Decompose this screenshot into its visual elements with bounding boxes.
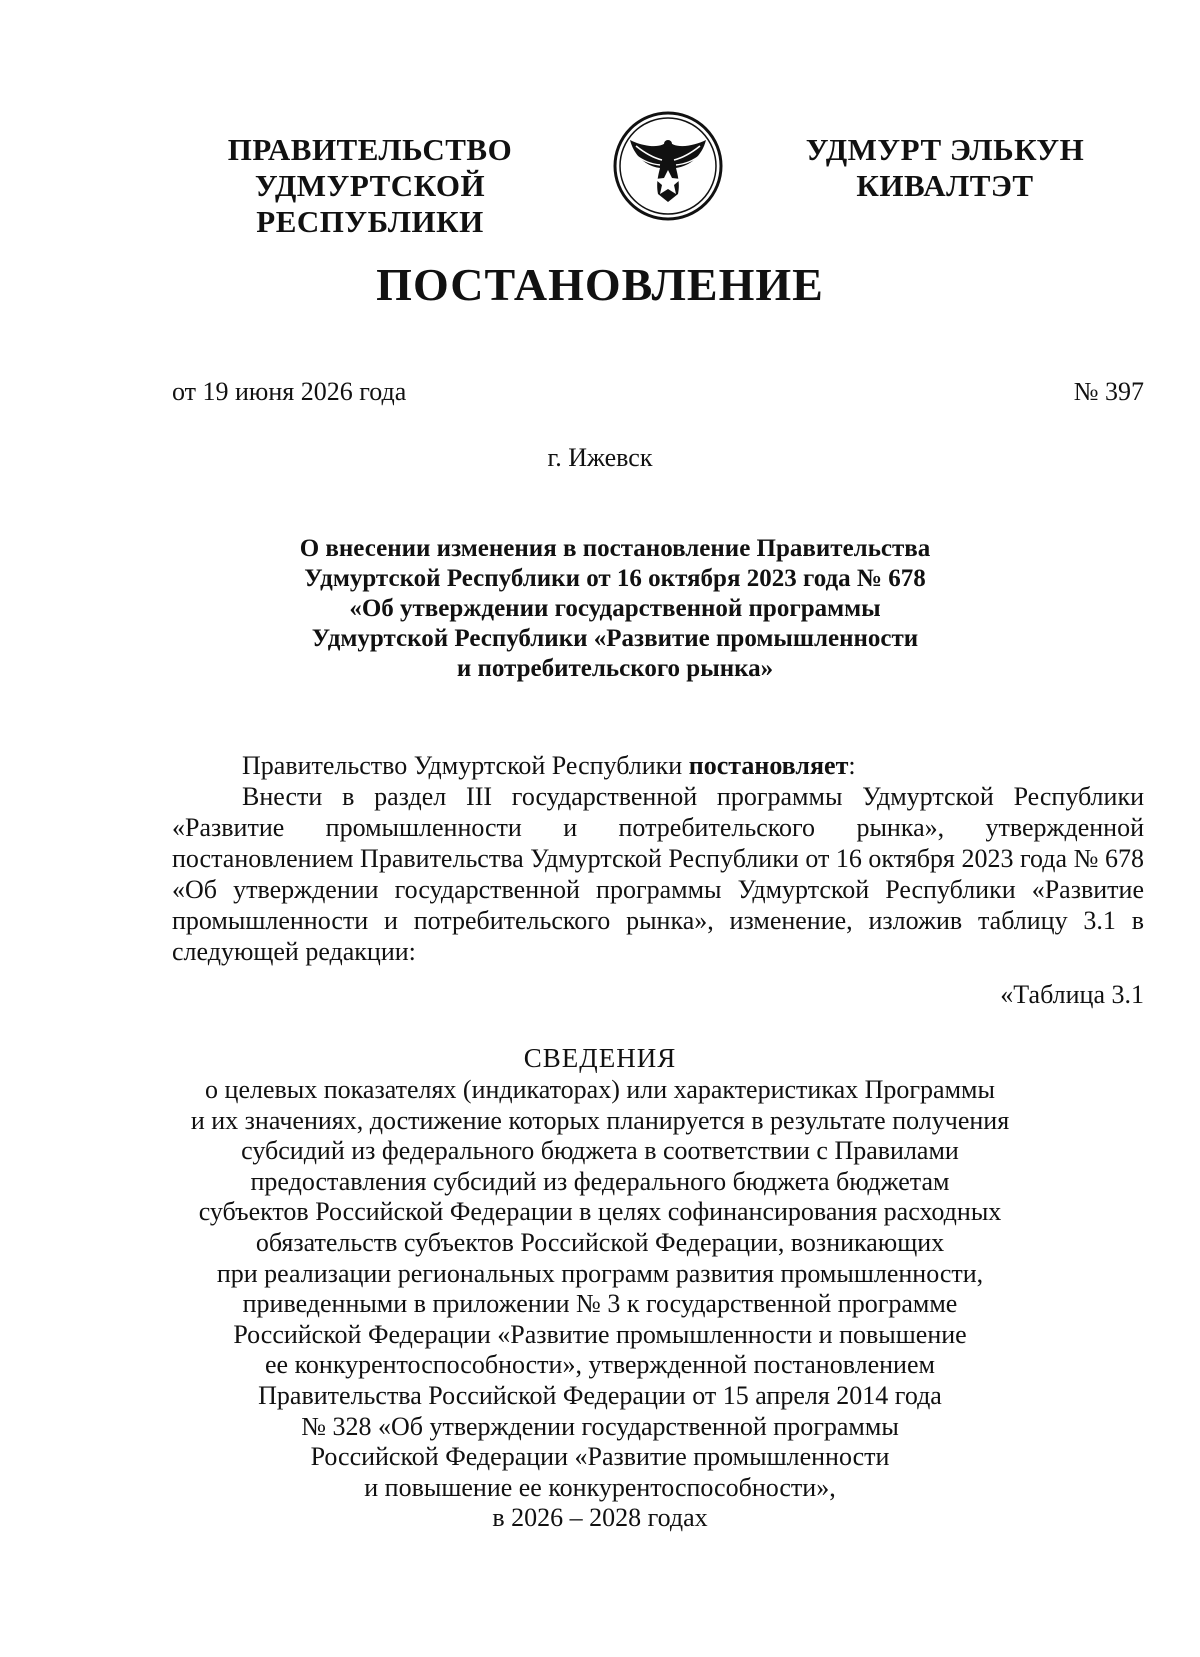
svedeniya-line: в 2026 – 2028 годах: [492, 1503, 708, 1533]
svedeniya-line: и повышение ее конкурентоспособности»,: [364, 1472, 836, 1502]
intro-text: Правительство Удмуртской Республики: [242, 751, 689, 780]
government-name-ru: [150, 132, 590, 240]
government-name-udm-line2: КИВАЛТЭТ: [856, 168, 1034, 203]
subject-line: и потребительского рынка»: [456, 655, 774, 682]
svedeniya-description: [190, 1075, 1010, 1534]
subject-line: «Об утверждении государственной программы: [349, 595, 881, 622]
svedeniya-line: субъектов Российской Федерации в целях софинансирования расходных: [198, 1197, 1002, 1227]
svedeniya-line: субсидий из федерального бюджета в соответствии с Правилами: [241, 1136, 959, 1166]
government-name-ru-line2: УДМУРТСКОЙ РЕСПУБЛИКИ: [254, 168, 486, 239]
table-reference: «Таблица 3.1: [1000, 980, 1144, 1009]
document-subject: [270, 534, 960, 684]
subject-line: О внесении изменения в постановление Правительства: [299, 535, 931, 562]
document-number: № 397: [1073, 377, 1144, 406]
document-type-title: ПОСТАНОВЛЕНИЕ: [376, 259, 824, 310]
intro-keyword: постановляет: [688, 751, 849, 780]
svedeniya-line: и их значениях, достижение которых планируется в результате получения: [190, 1105, 1010, 1135]
subject-line: Удмуртской Республики «Развитие промышленности: [311, 625, 919, 652]
government-name-udm-line1: УДМУРТ ЭЛЬКУН: [805, 132, 1085, 167]
svedeniya-line: Российской Федерации «Развитие промышленности и повышение: [233, 1319, 967, 1349]
svedeniya-line: Российской Федерации «Развитие промышленности: [310, 1442, 890, 1472]
document-body: [172, 750, 1144, 967]
subject-line: Удмуртской Республики от 16 октября 2023 года № 678: [304, 565, 926, 592]
government-name-ru-line1: ПРАВИТЕЛЬСТВО: [227, 132, 513, 167]
svedeniya-line: Правительства Российской Федерации от 15 апреля 2014 года: [258, 1380, 942, 1410]
svedeniya-line: при реализации региональных программ развития промышленности,: [216, 1258, 984, 1288]
resolution-intro: [172, 750, 1144, 781]
svedeniya-title: СВЕДЕНИЯ: [523, 1043, 677, 1073]
svedeniya-line: приведенными в приложении № 3 к государственной программе: [242, 1289, 958, 1319]
svedeniya-line: предоставления субсидий из федерального бюджета бюджетам: [250, 1166, 950, 1196]
svedeniya-line: о целевых показателях (индикаторах) или характеристиках Программы: [205, 1075, 995, 1104]
svedeniya-line: № 328 «Об утверждении государственной программы: [301, 1411, 899, 1441]
svedeniya-line: обязательств субъектов Российской Федерации, возникающих: [255, 1227, 945, 1257]
document-date: от 19 июня 2026 года: [172, 377, 407, 406]
intro-colon: :: [848, 751, 856, 780]
svedeniya-line: ее конкурентоспособности», утвержденной постановлением: [265, 1350, 935, 1380]
government-name-udm: [800, 132, 1090, 204]
resolution-paragraph: Внести в раздел III государственной программы Удмуртской Республики «Развитие промышленности и потребительского рынка», утвержденной постановлением Правительства Удмуртской Республики от 16 октября 2023 года № 678 «Об утверждении государственной программы Удмуртской Республики «Развитие промышленности и потребительского рынка», изменение, изложив таблицу 3.1 в следующей редакции:: [172, 782, 1144, 966]
document-city: г. Ижевск: [547, 443, 653, 472]
udmurtia-coat-of-arms-icon: [612, 110, 724, 222]
